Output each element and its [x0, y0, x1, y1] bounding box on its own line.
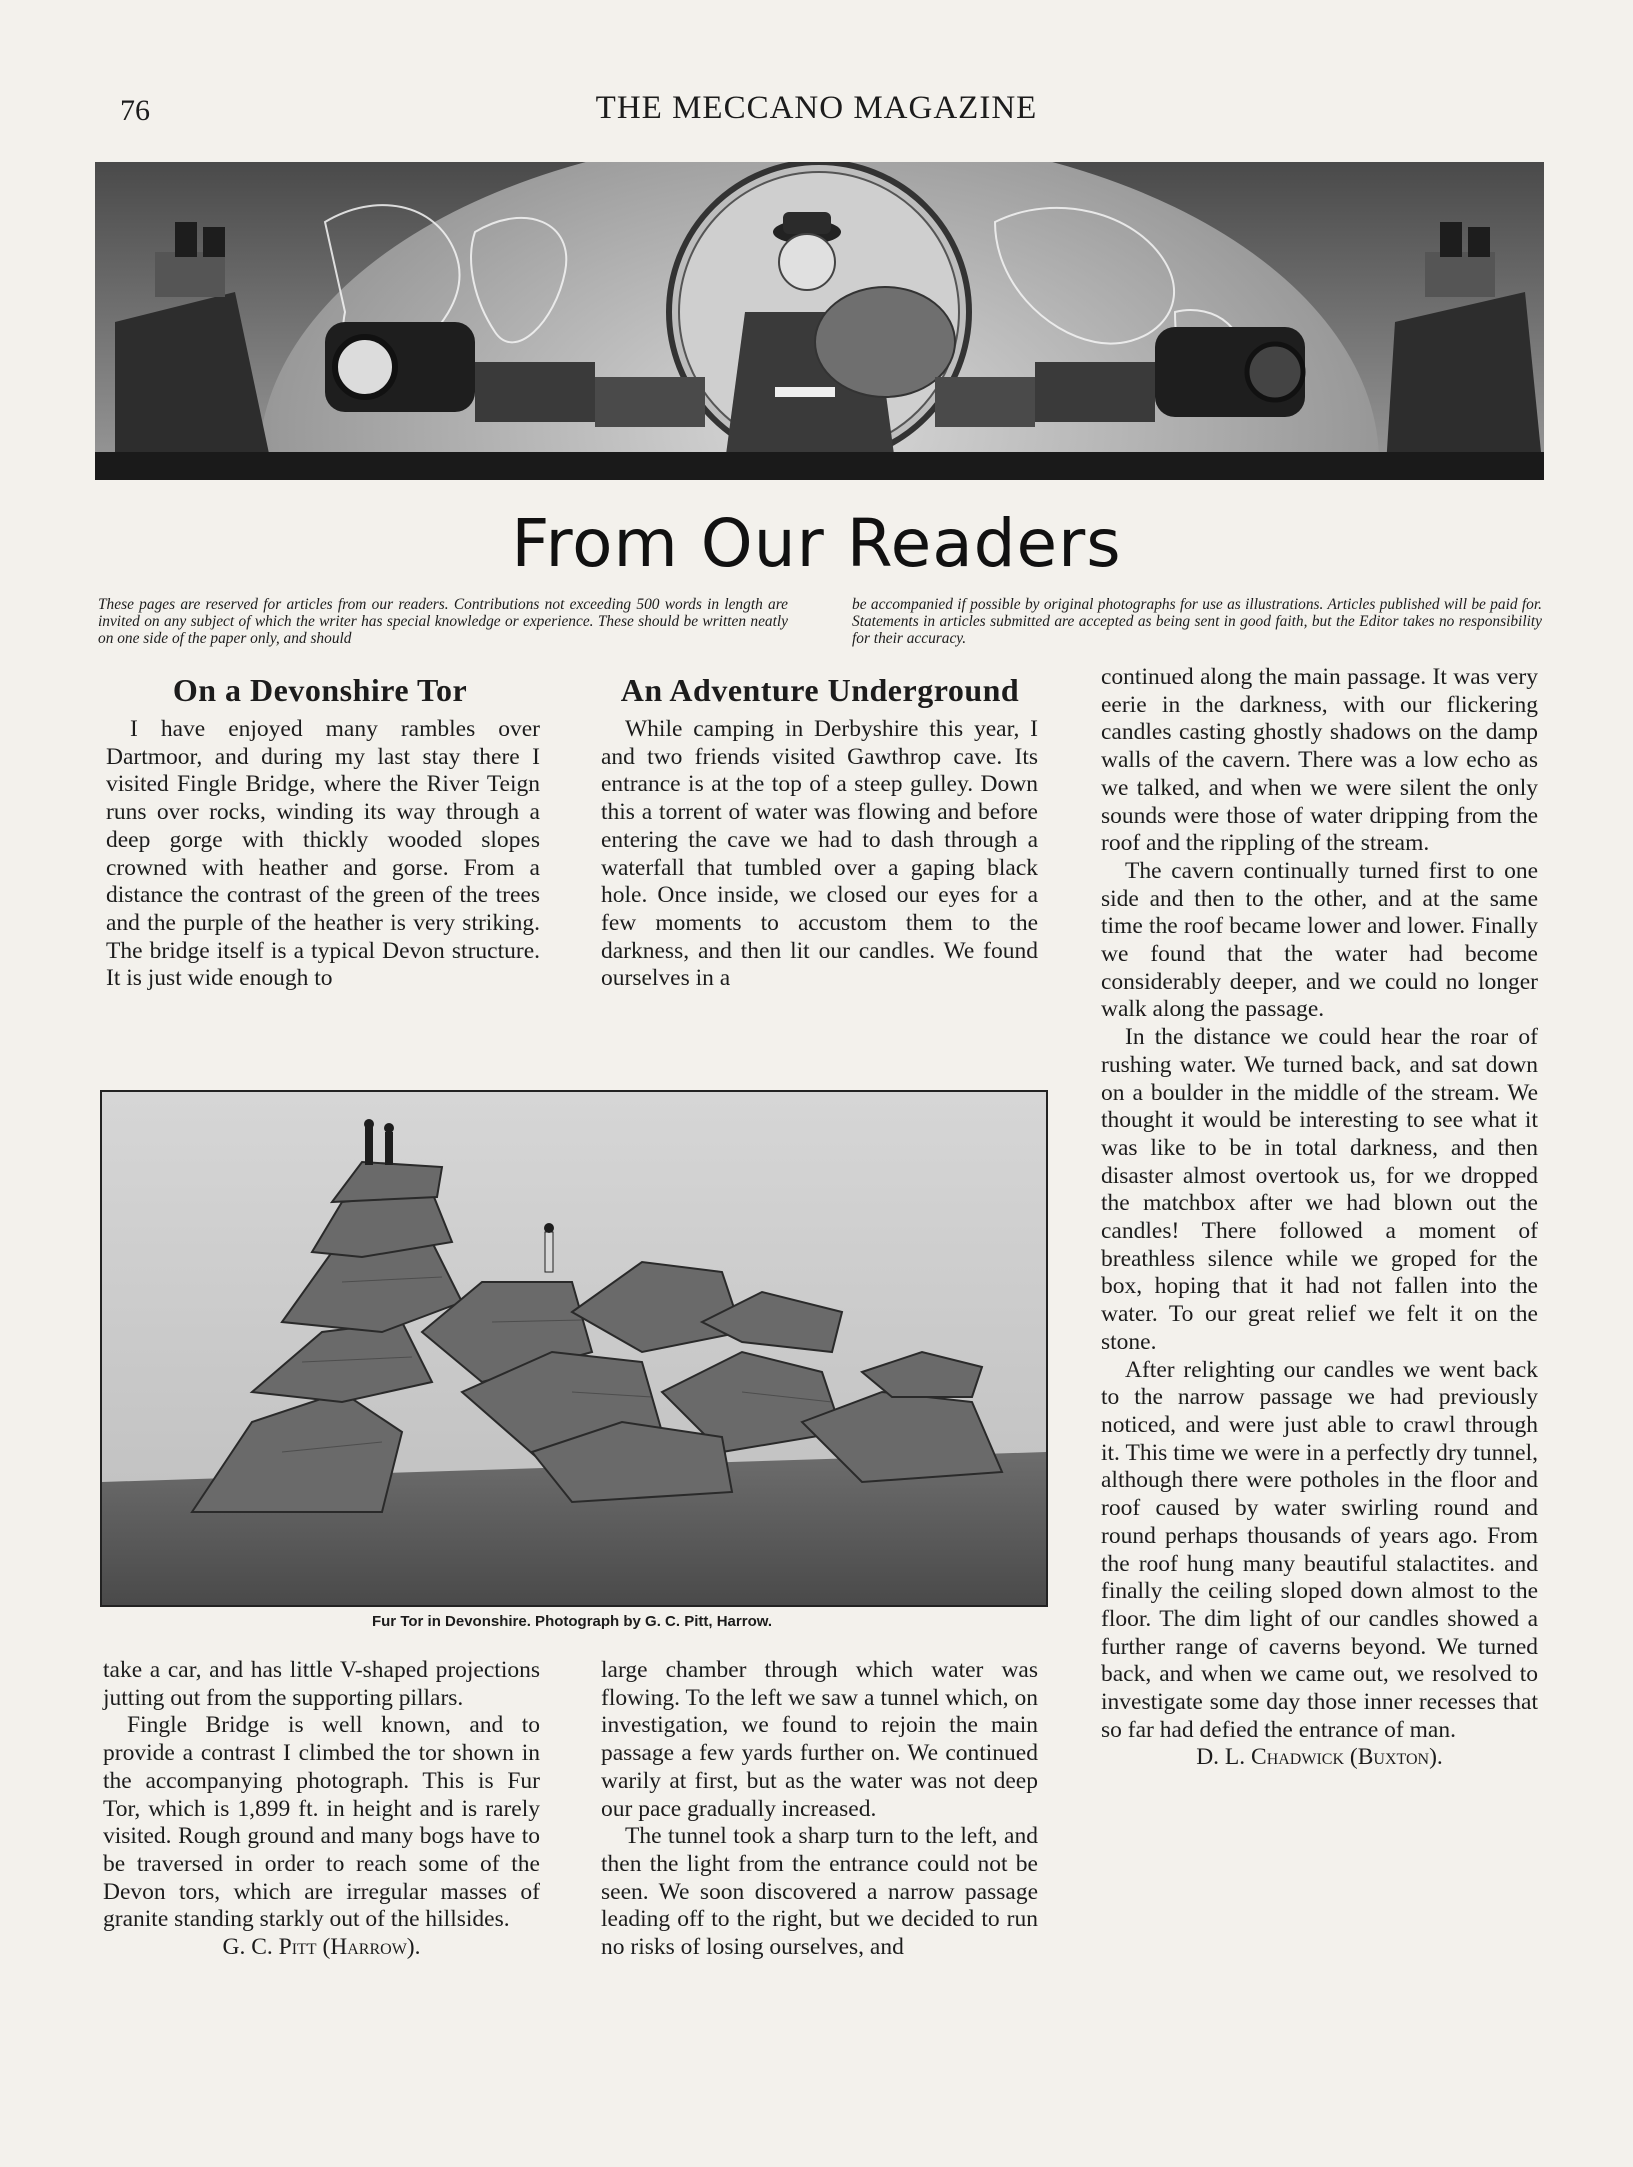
article2-column-right [1101, 664, 1538, 1772]
intro-text-right: be accompanied if possible by original photographs for use as illustrations. Articles published will be paid for. Statements in articles submitted are accepted as being sent in good faith, but the Editor takes no responsibility for their accuracy. [852, 596, 1542, 647]
photo-caption: Fur Tor in Devonshire. Photograph by G. C. Pitt, Harrow. [371, 1613, 773, 1630]
article-title-devonshire-tor: On a Devonshire Tor [172, 672, 468, 708]
article-title-adventure-underground: An Adventure Underground [620, 672, 1020, 708]
article1-paragraph: take a car, and has little V-shaped projections jutting out from the supporting pillars. [103, 1657, 540, 1711]
article1-paragraph: Fingle Bridge is well known, and to provide a contrast I climbed the tor shown in the accompanying photograph. This is Fur Tor, which is 1,899 ft. in height and is rarely visited. Rough ground and many bogs have to be traversed in order to reach some of the Devon tors, which are irregular masses of granite standing starkly out of the hillsides. [103, 1712, 540, 1933]
magazine-title: THE MECCANO MAGAZINE [595, 90, 1038, 126]
article2-paragraph: The tunnel took a sharp turn to the left, and then the light from the entrance could not be seen. We soon discovered a narrow passage leading off to the right, but we decided to run no risks of losing ourselves, and [601, 1823, 1038, 1961]
intro-text-left: These pages are reserved for articles from our readers. Contributions not exceeding 500 words in length are invited on any subject of which the writer has special knowledge or experience. These should be written neatly on one side of the paper only, and should [98, 596, 788, 647]
article2-paragraph: The cavern continually turned first to one side and then to the other, and at the same time the roof became lower and lower. Finally we found that the water had become considerably deeper, and we could no longer walk along the passage. [1101, 857, 1538, 1023]
article2-paragraph: continued along the main passage. It was very eerie in the darkness, with our flickering candles casting ghostly shadows on the damp walls of the cavern. There was a low echo as we talked, and when we were silent the only sounds were those of water dripping from the roof and the rippling of the stream. [1101, 664, 1538, 857]
article2-column-top [601, 716, 1038, 993]
article2-paragraph: After relighting our candles we went back to the narrow passage we had previously noticed, and were just able to crawl through it. This time we were in a perfectly dry tunnel, although there were potholes in the floor and roof caused by water swirling round and round perhaps thousands of years ago. From the roof hung many beautiful stalactites. and finally the ceiling sloped down almost to the floor. The dim light of our candles showed a further range of caverns beyond. We turned back, and when we came out, we resolved to investigate some day those inner recesses that so far had defied the entrance of man. [1101, 1356, 1538, 1743]
fur-tor-photograph [100, 1090, 1048, 1607]
page-number: 76 [120, 94, 150, 127]
article1-column-bottom [103, 1657, 540, 1962]
header-banner-illustration [95, 162, 1544, 480]
article1-column-top [106, 716, 540, 993]
article2-column-bottom [601, 1657, 1038, 1962]
article1-author-signature: G. C. Pitt (Harrow). [222, 1934, 421, 1961]
article2-paragraph: While camping in Derbyshire this year, I and two friends visited Gawthrop cave. Its entrance is at the top of a steep gulley. Down this a torrent of water was flowing and before entering the cave we had to dash through a waterfall that tumbled over a gaping black hole. Once inside, we closed our eyes for a few moments to accustom them to the darkness, and then lit our candles. We found ourselves in a [601, 716, 1038, 992]
article2-paragraph: In the distance we could hear the roar of rushing water. We turned back, and sat down on a boulder in the middle of the stream. We thought it would be interesting to see what it was like to be in total darkness, and then disaster almost overtook us, for we dropped the matchbox after we had blown out the candles! There followed a moment of breathless silence while we groped for the box, hoping that it had not fallen into the water. To our great relief we felt it on the stone. [1101, 1024, 1538, 1355]
article1-paragraph: I have enjoyed many rambles over Dartmoor, and during my last stay there I visited Fingle Bridge, where the River Teign runs over rocks, winding its way through a deep gorge with thickly wooded slopes crowned with heather and gorse. From a distance the contrast of the green of the trees and the purple of the heather is very striking. The bridge itself is a typical Devon structure. It is just wide enough to [106, 716, 540, 992]
article2-paragraph: large chamber through which water was flowing. To the left we saw a tunnel which, on investigation, we found to rejoin the main passage a few yards further on. We continued warily at first, but as the water was not deep our pace gradually increased. [601, 1657, 1038, 1822]
article2-author-signature: D. L. Chadwick (Buxton). [1196, 1744, 1443, 1771]
section-title: From Our Readers [511, 505, 1122, 582]
